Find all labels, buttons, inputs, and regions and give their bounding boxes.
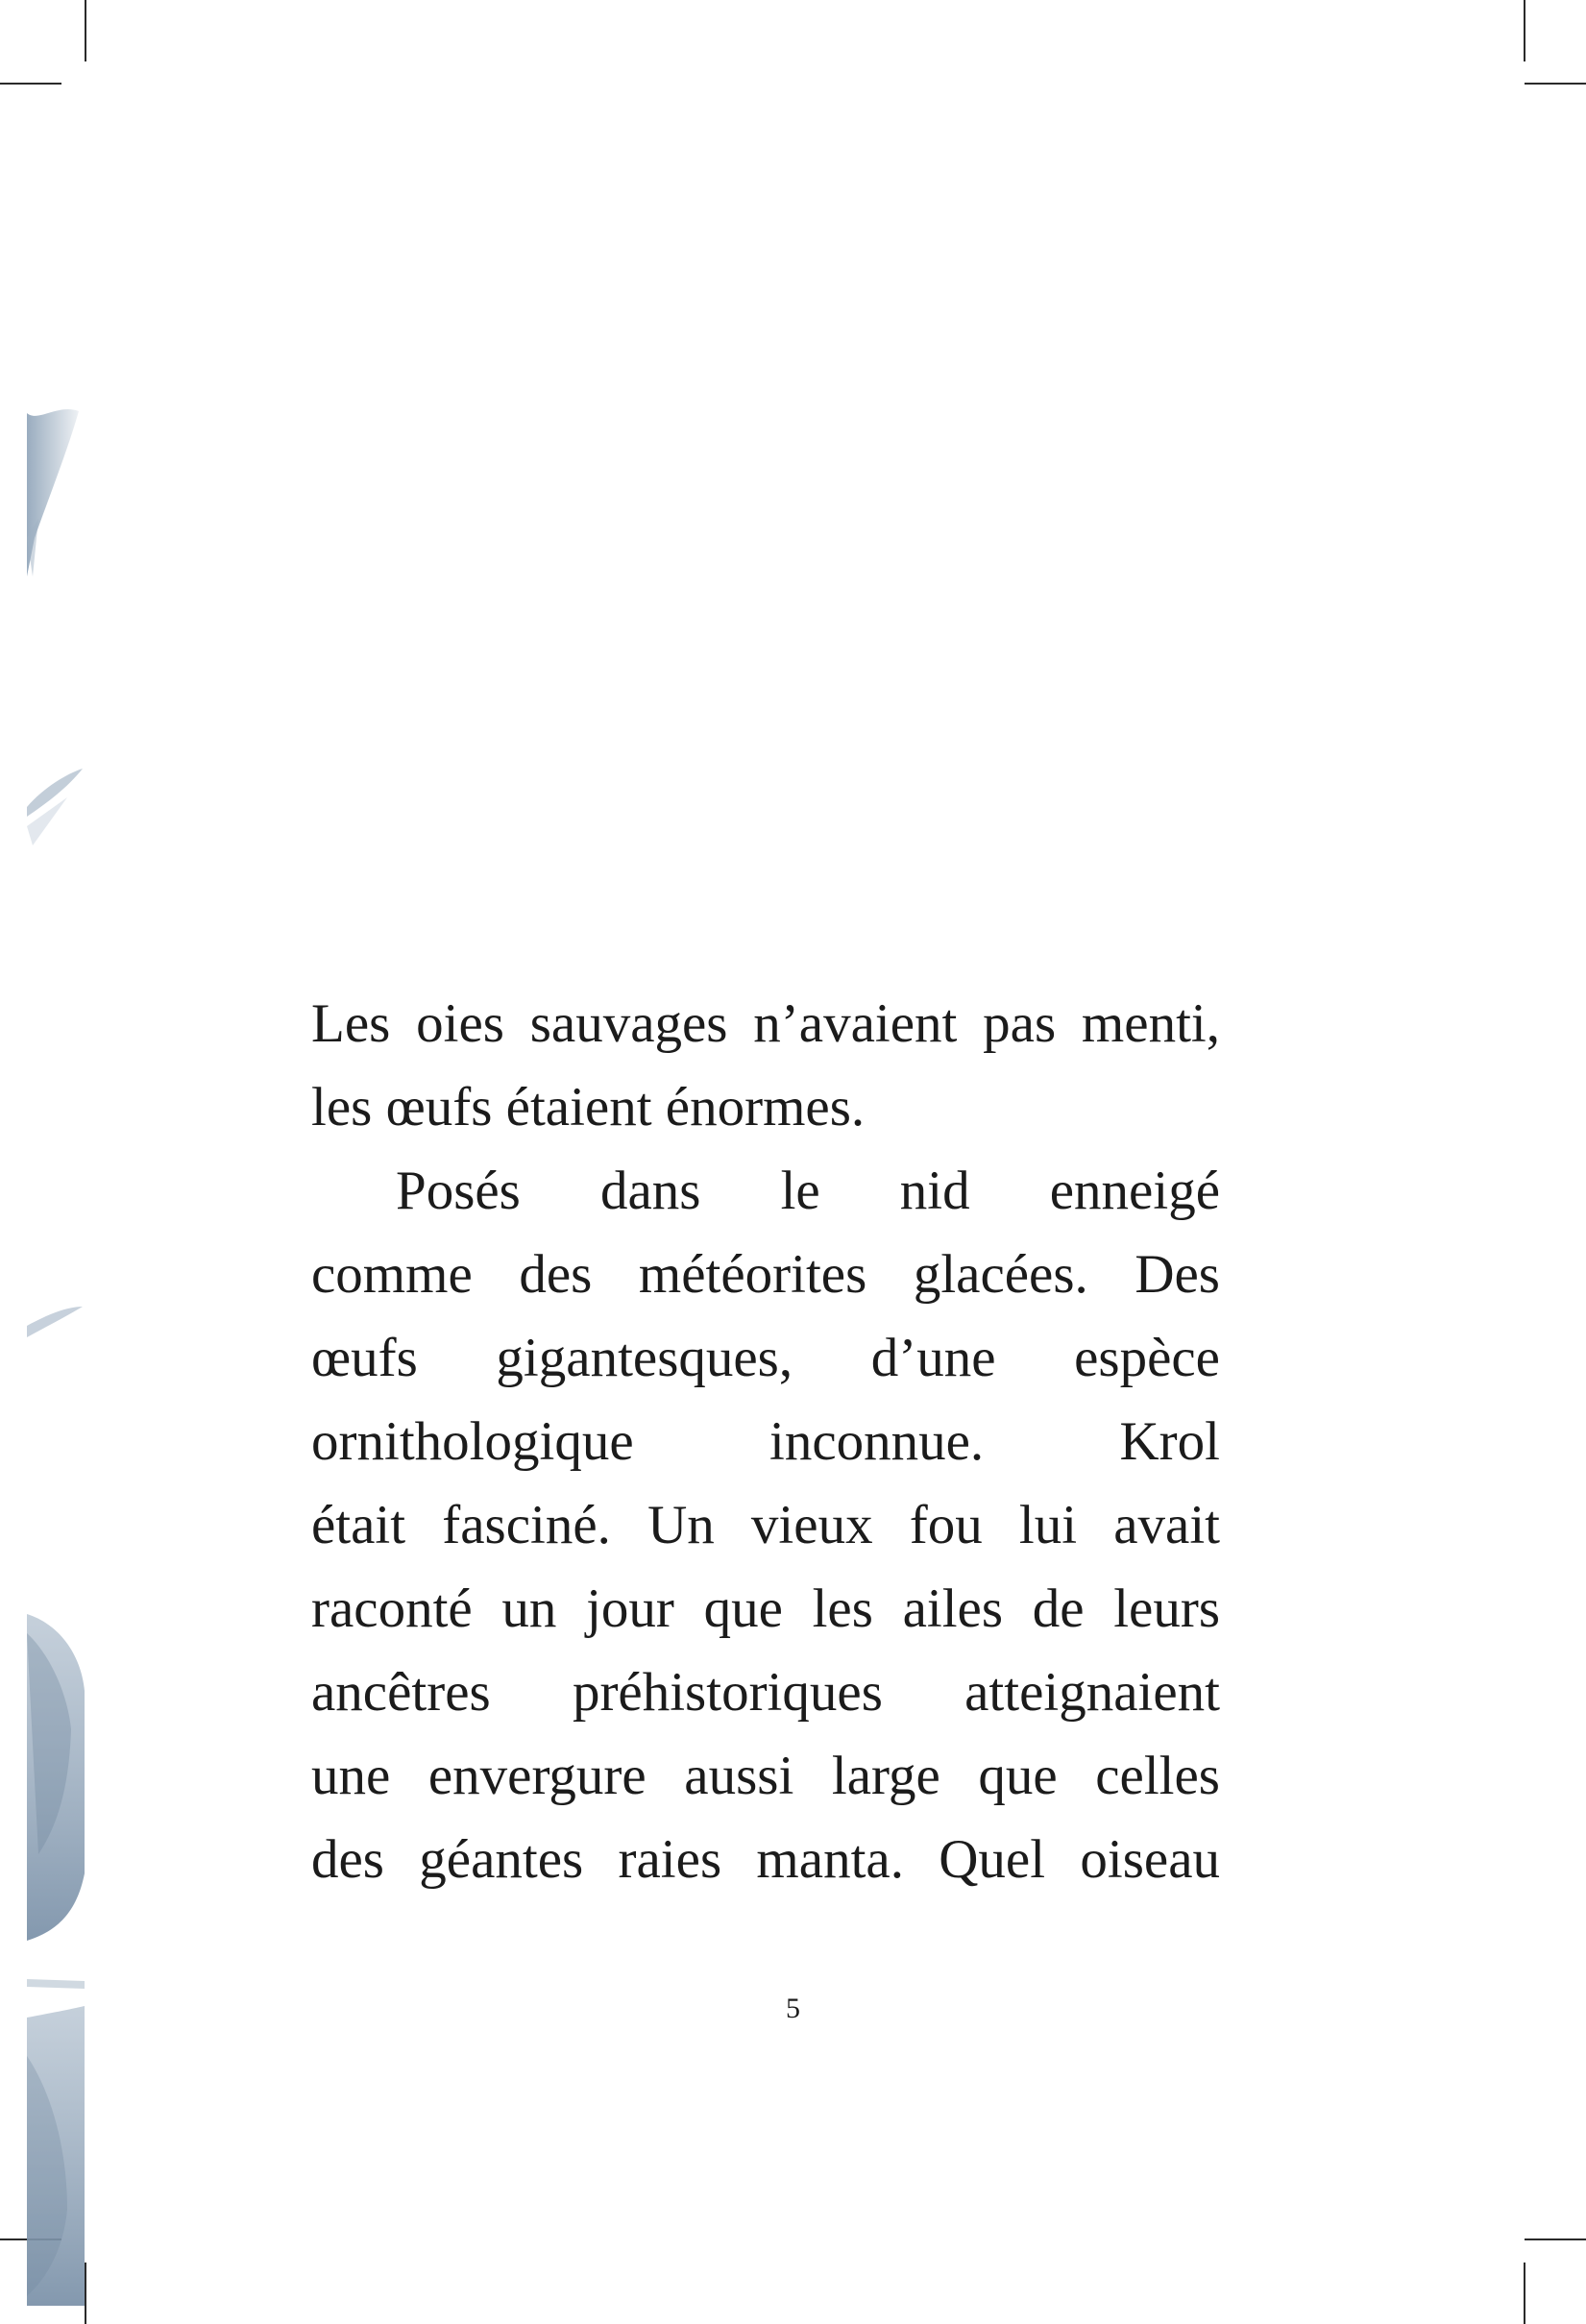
text-line-11: des géantes raies manta. Quel oiseau: [311, 1829, 1220, 1890]
text-line-10: une envergure aussi large que celles: [311, 1746, 1220, 1806]
watercolor-margin-illustration: [0, 0, 96, 2324]
text-line-5: œufs gigantesques, d’une espèce: [311, 1328, 1220, 1388]
text-line-4: comme des météorites glacées. Des: [311, 1244, 1220, 1305]
page-number: 5: [786, 1993, 800, 2024]
text-line-8: raconté un jour que les ailes de leurs: [311, 1578, 1220, 1639]
crop-mark-top-right-h: [1525, 83, 1586, 85]
crop-mark-bottom-right: [1524, 2263, 1525, 2324]
text-line-3: Posés dans le nid enneigé: [396, 1161, 1220, 1221]
text-line-6: ornithologique inconnue. Krol: [311, 1411, 1220, 1472]
text-line-7: était fasciné. Un vieux fou lui avait: [311, 1495, 1220, 1555]
crop-mark-top-right: [1524, 0, 1525, 61]
text-line-9: ancêtres préhistoriques atteignaient: [311, 1662, 1220, 1723]
body-text: [311, 982, 1220, 1901]
text-line-1: Les oies sauvages n’avaient pas menti,: [311, 993, 1220, 1054]
text-line-2: les œufs étaient énormes.: [311, 1077, 866, 1138]
crop-mark-bottom-right-h: [1525, 2238, 1586, 2240]
